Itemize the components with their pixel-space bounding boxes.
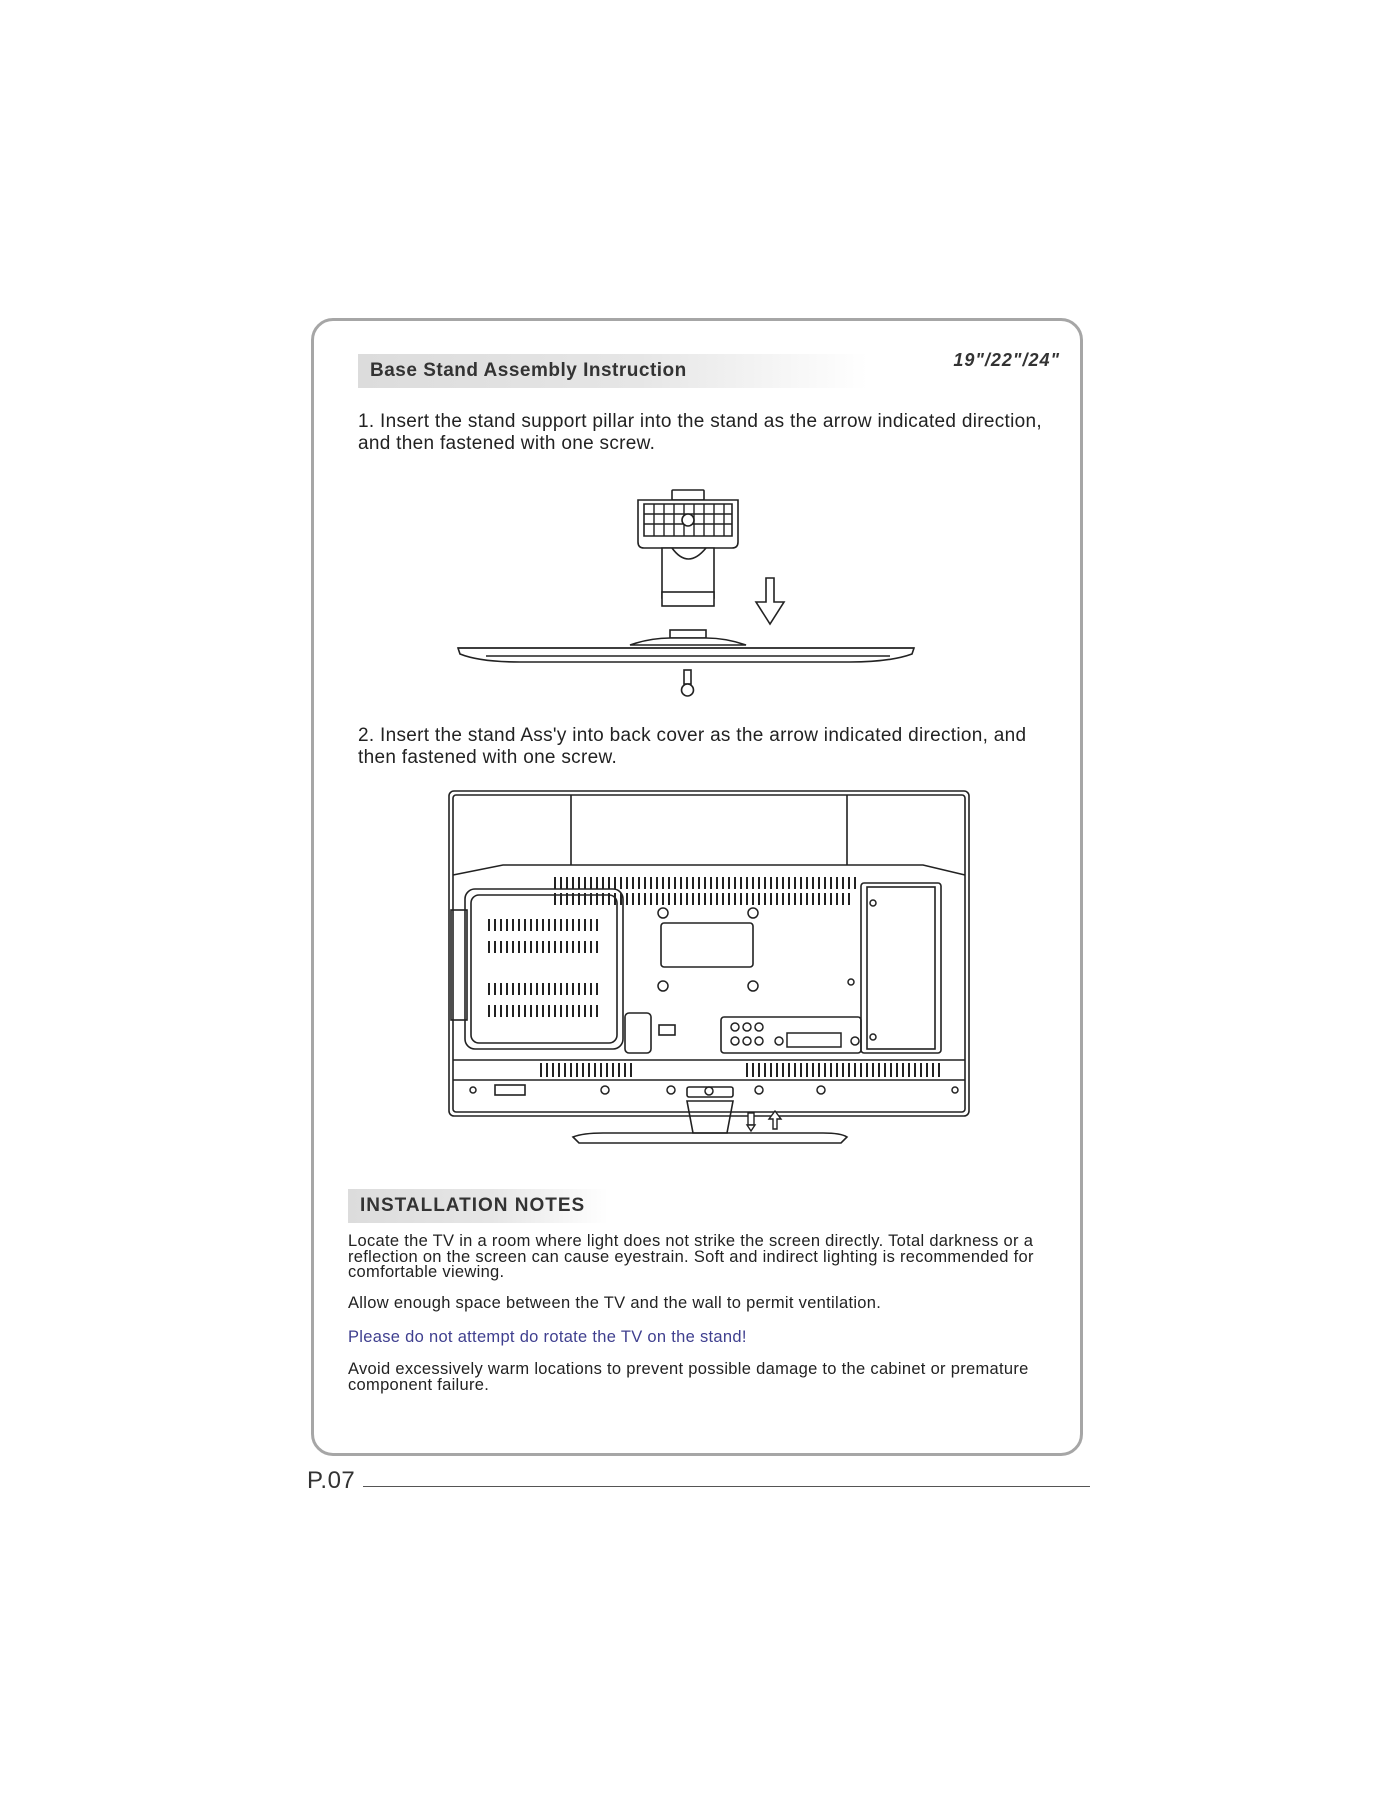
section-title-installation-notes: INSTALLATION NOTES	[348, 1189, 608, 1223]
tv-back-cover-diagram	[443, 785, 973, 1165]
section-title-base-stand: Base Stand Assembly Instruction	[358, 354, 868, 388]
note-rotation-warning: Please do not attempt do rotate the TV on the stand!	[348, 1328, 747, 1346]
step-2-text: 2. Insert the stand Ass'y into back cover as the arrow indicated direction, and then fastened with one screw.	[358, 725, 1027, 768]
note-ventilation: Allow enough space between the TV and the wall to permit ventilation.	[348, 1294, 882, 1312]
step-1-text: 1. Insert the stand support pillar into the stand as the arrow indicated direction, and then fastened with one screw.	[358, 411, 1042, 454]
note-lighting: Locate the TV in a room where light does not strike the screen directly. Total darkness or a reflection on the screen can cause eyestrain. Soft and indirect lighting is recommended for comfortable viewing.	[348, 1232, 1034, 1281]
page-number: P.07	[307, 1467, 356, 1494]
footer-rule	[363, 1486, 1090, 1487]
screen-sizes-label: 19"/22"/24"	[953, 350, 1060, 370]
note-warm-locations: Avoid excessively warm locations to prevent possible damage to the cabinet or premature component failure.	[348, 1360, 1029, 1394]
stand-pillar-diagram	[450, 480, 930, 700]
